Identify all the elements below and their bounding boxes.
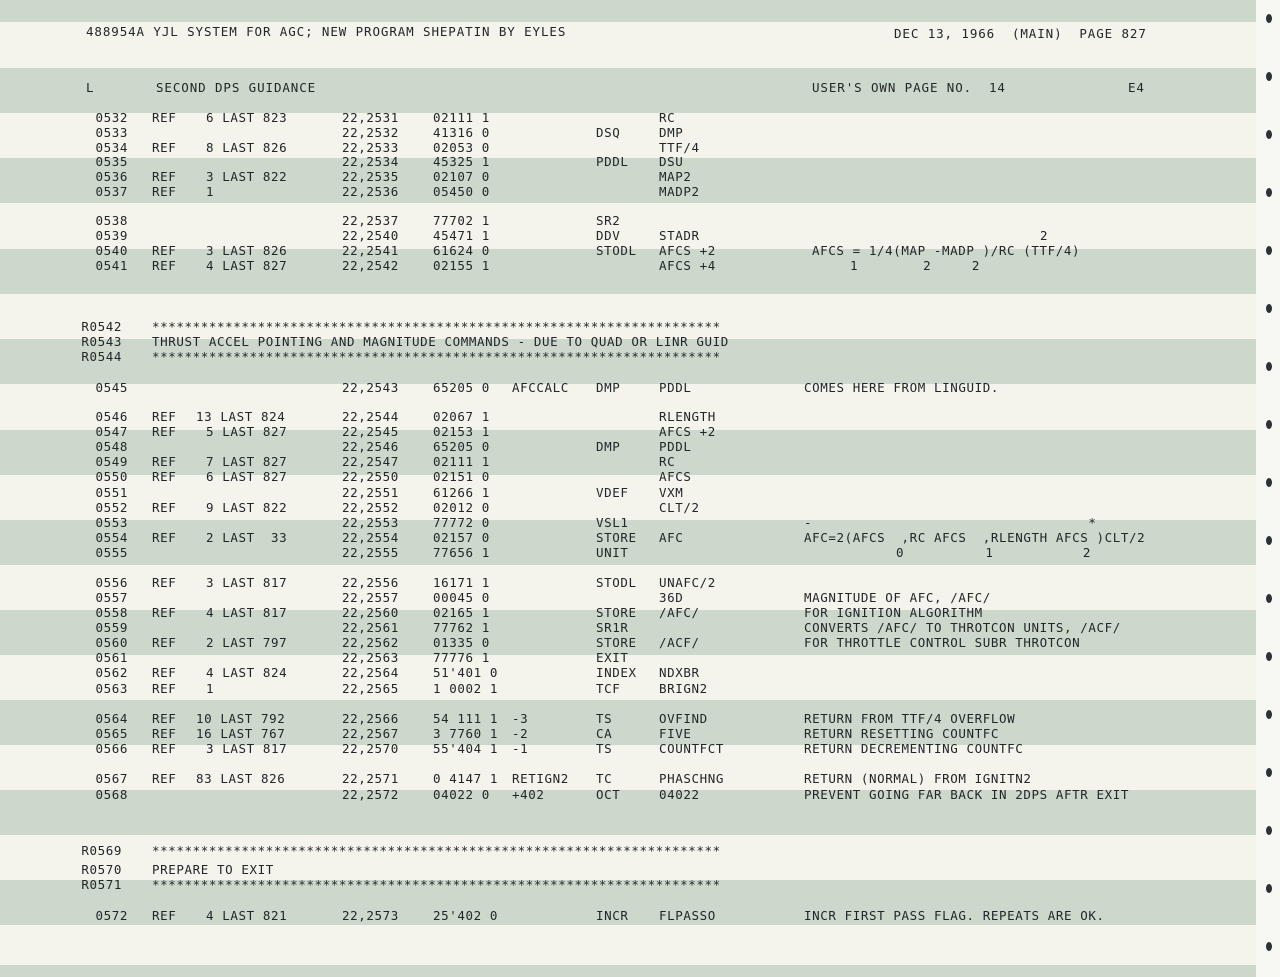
comment: CONVERTS /AFC/ TO THROTCON UNITS, /ACF/: [804, 620, 1121, 635]
memory-address: 22,2545: [342, 424, 399, 439]
comment: 0 1 2: [896, 545, 1092, 560]
line-number: 0557: [95, 590, 128, 605]
ref-marker: REF: [152, 665, 177, 680]
reference-count: 2 LAST 797: [206, 635, 288, 650]
memory-address: 22,2573: [342, 908, 399, 923]
reference-count: 5 LAST 827: [206, 424, 288, 439]
remark-line-number: R0571: [81, 877, 122, 892]
comment: RETURN DECREMENTING COUNTFC: [804, 741, 1024, 756]
reference-count: 8 LAST 826: [206, 140, 288, 155]
comment: 2: [1040, 228, 1049, 243]
octal-word: 16171 1: [433, 575, 490, 590]
opcode: DDV: [596, 228, 621, 243]
ref-marker: REF: [152, 184, 177, 199]
remark-line-number: R0570: [81, 862, 122, 877]
reference-count: 13 LAST 824: [196, 409, 286, 424]
opcode: STORE: [596, 635, 637, 650]
operand: /ACF/: [659, 635, 700, 650]
asterisk-rule: **********************************************************************: [152, 349, 721, 364]
feed-hole: [1266, 420, 1272, 429]
octal-word: 55'404 1: [433, 741, 499, 756]
octal-word: 3 7760 1: [433, 726, 499, 741]
reference-count: 6 LAST 827: [206, 469, 288, 484]
line-number: 0540: [95, 243, 128, 258]
octal-word: 65205 0: [433, 380, 490, 395]
operand: AFC: [659, 530, 684, 545]
line-number: 0547: [95, 424, 128, 439]
line-number: 0564: [95, 711, 128, 726]
feed-hole: [1266, 942, 1272, 951]
line-number: 0558: [95, 605, 128, 620]
location-label: -3: [512, 711, 529, 726]
opcode: TCF: [596, 681, 621, 696]
line-number: 0545: [95, 380, 128, 395]
octal-word: 00045 0: [433, 590, 490, 605]
opcode: VDEF: [596, 485, 629, 500]
memory-address: 22,2536: [342, 184, 399, 199]
job-title: 488954A YJL SYSTEM FOR AGC; NEW PROGRAM SHEPATIN BY EYLES: [86, 24, 567, 39]
line-number: 0554: [95, 530, 128, 545]
memory-address: 22,2563: [342, 650, 399, 665]
operand: MADP2: [659, 184, 700, 199]
opcode: EXIT: [596, 650, 629, 665]
octal-word: 61266 1: [433, 485, 490, 500]
opcode: OCT: [596, 787, 621, 802]
octal-word: 02153 1: [433, 424, 490, 439]
reference-count: 16 LAST 767: [196, 726, 286, 741]
location-label: +402: [512, 787, 545, 802]
line-number: 0561: [95, 650, 128, 665]
opcode: CA: [596, 726, 613, 741]
remark-line-number: R0543: [81, 334, 122, 349]
ref-marker: REF: [152, 258, 177, 273]
octal-word: 05450 0: [433, 184, 490, 199]
operand: FIVE: [659, 726, 692, 741]
feed-hole: [1266, 14, 1272, 23]
reference-count: 2 LAST 33: [206, 530, 288, 545]
reference-count: 10 LAST 792: [196, 711, 286, 726]
comment: AFC=2(AFCS ,RC AFCS ,RLENGTH AFCS )CLT/2: [804, 530, 1146, 545]
line-number: 0567: [95, 771, 128, 786]
ref-marker: REF: [152, 110, 177, 125]
memory-address: 22,2535: [342, 169, 399, 184]
operand: AFCS +4: [659, 258, 716, 273]
date-page-info: DEC 13, 1966 (MAIN) PAGE 827: [894, 26, 1147, 41]
opcode: SR1R: [596, 620, 629, 635]
feed-hole: [1266, 72, 1272, 81]
memory-address: 22,2570: [342, 741, 399, 756]
octal-word: 45325 1: [433, 154, 490, 169]
location-label: RETIGN2: [512, 771, 569, 786]
operand: AFCS +2: [659, 243, 716, 258]
memory-address: 22,2553: [342, 515, 399, 530]
operand: BRIGN2: [659, 681, 708, 696]
reference-count: 6 LAST 823: [206, 110, 288, 125]
octal-word: 02012 0: [433, 500, 490, 515]
line-number: 0534: [95, 140, 128, 155]
operand: DMP: [659, 125, 684, 140]
octal-word: 02111 1: [433, 454, 490, 469]
octal-word: 01335 0: [433, 635, 490, 650]
location-label: -1: [512, 741, 529, 756]
remark-text: PREPARE TO EXIT: [152, 862, 274, 877]
line-number: 0535: [95, 154, 128, 169]
memory-address: 22,2534: [342, 154, 399, 169]
octal-word: 77776 1: [433, 650, 490, 665]
memory-address: 22,2561: [342, 620, 399, 635]
octal-word: 77656 1: [433, 545, 490, 560]
memory-address: 22,2531: [342, 110, 399, 125]
octal-word: 51'401 0: [433, 665, 499, 680]
octal-word: 02157 0: [433, 530, 490, 545]
opcode: VSL1: [596, 515, 629, 530]
octal-word: 77762 1: [433, 620, 490, 635]
octal-word: 77702 1: [433, 213, 490, 228]
comment: PREVENT GOING FAR BACK IN 2DPS AFTR EXIT: [804, 787, 1130, 802]
ref-marker: REF: [152, 243, 177, 258]
line-number: 0568: [95, 787, 128, 802]
asterisk-rule: **********************************************************************: [152, 877, 721, 892]
operand: STADR: [659, 228, 700, 243]
memory-address: 22,2560: [342, 605, 399, 620]
ref-marker: REF: [152, 771, 177, 786]
memory-address: 22,2554: [342, 530, 399, 545]
memory-address: 22,2557: [342, 590, 399, 605]
memory-address: 22,2562: [342, 635, 399, 650]
opcode: STORE: [596, 605, 637, 620]
green-band: [0, 965, 1256, 977]
octal-word: 41316 0: [433, 125, 490, 140]
line-number: 0560: [95, 635, 128, 650]
section-title: SECOND DPS GUIDANCE: [156, 80, 317, 95]
operand: NDXBR: [659, 665, 700, 680]
opcode: UNIT: [596, 545, 629, 560]
memory-address: 22,2551: [342, 485, 399, 500]
opcode: PDDL: [596, 154, 629, 169]
octal-word: 65205 0: [433, 439, 490, 454]
operand: UNAFC/2: [659, 575, 716, 590]
ref-marker: REF: [152, 681, 177, 696]
memory-address: 22,2556: [342, 575, 399, 590]
operand: RC: [659, 454, 676, 469]
operand: CLT/2: [659, 500, 700, 515]
octal-word: 02155 1: [433, 258, 490, 273]
line-number: 0562: [95, 665, 128, 680]
comment: RETURN RESETTING COUNTFC: [804, 726, 1000, 741]
comment: INCR FIRST PASS FLAG. REPEATS ARE OK.: [804, 908, 1105, 923]
memory-address: 22,2555: [342, 545, 399, 560]
memory-address: 22,2564: [342, 665, 399, 680]
line-number: 0559: [95, 620, 128, 635]
feed-hole: [1266, 884, 1272, 893]
location-label: AFCCALC: [512, 380, 569, 395]
operand: OVFIND: [659, 711, 708, 726]
green-band: [0, 0, 1256, 22]
ref-marker: REF: [152, 908, 177, 923]
opcode: STORE: [596, 530, 637, 545]
opcode: STODL: [596, 243, 637, 258]
reference-count: 3 LAST 817: [206, 741, 288, 756]
opcode: DMP: [596, 380, 621, 395]
memory-address: 22,2542: [342, 258, 399, 273]
line-number: 0552: [95, 500, 128, 515]
line-number: 0533: [95, 125, 128, 140]
ref-marker: REF: [152, 469, 177, 484]
memory-address: 22,2547: [342, 454, 399, 469]
line-number: 0550: [95, 469, 128, 484]
octal-word: 02111 1: [433, 110, 490, 125]
feed-hole: [1266, 768, 1272, 777]
feed-hole: [1266, 130, 1272, 139]
reference-count: 4 LAST 824: [206, 665, 288, 680]
green-band: [0, 700, 1256, 745]
comment: FOR THROTTLE CONTROL SUBR THROTCON: [804, 635, 1081, 650]
comment: FOR IGNITION ALGORITHM: [804, 605, 983, 620]
feed-hole: [1266, 710, 1272, 719]
operand: RLENGTH: [659, 409, 716, 424]
octal-word: 02107 0: [433, 169, 490, 184]
feed-hole: [1266, 826, 1272, 835]
remark-line-number: R0569: [81, 843, 122, 858]
octal-word: 02165 1: [433, 605, 490, 620]
operand: AFCS: [659, 469, 692, 484]
reference-count: 3 LAST 826: [206, 243, 288, 258]
comment: MAGNITUDE OF AFC, /AFC/: [804, 590, 991, 605]
reference-count: 4 LAST 827: [206, 258, 288, 273]
memory-address: 22,2552: [342, 500, 399, 515]
memory-address: 22,2543: [342, 380, 399, 395]
memory-address: 22,2540: [342, 228, 399, 243]
reference-count: 9 LAST 822: [206, 500, 288, 515]
opcode: TC: [596, 771, 613, 786]
line-number: 0555: [95, 545, 128, 560]
memory-address: 22,2572: [342, 787, 399, 802]
line-number: 0556: [95, 575, 128, 590]
operand: PHASCHNG: [659, 771, 725, 786]
line-number: 0532: [95, 110, 128, 125]
line-number: 0539: [95, 228, 128, 243]
ref-marker: REF: [152, 726, 177, 741]
ref-marker: REF: [152, 409, 177, 424]
octal-word: 77772 0: [433, 515, 490, 530]
operand: 36D: [659, 590, 684, 605]
memory-address: 22,2567: [342, 726, 399, 741]
memory-address: 22,2537: [342, 213, 399, 228]
users-page-number: USER'S OWN PAGE NO. 14: [812, 80, 1006, 95]
comment: - *: [804, 515, 1097, 530]
reference-count: 1: [206, 681, 215, 696]
operand: AFCS +2: [659, 424, 716, 439]
opcode: TS: [596, 741, 613, 756]
opcode: DMP: [596, 439, 621, 454]
remark-text: THRUST ACCEL POINTING AND MAGNITUDE COMMANDS - DUE TO QUAD OR LINR GUID: [152, 334, 729, 349]
reference-count: 83 LAST 826: [196, 771, 286, 786]
feed-hole: [1266, 478, 1272, 487]
comment: RETURN FROM TTF/4 OVERFLOW: [804, 711, 1016, 726]
asterisk-rule: **********************************************************************: [152, 319, 721, 334]
comment: COMES HERE FROM LINGUID.: [804, 380, 1000, 395]
reference-count: 4 LAST 817: [206, 605, 288, 620]
feed-hole: [1266, 536, 1272, 545]
octal-word: 25'402 0: [433, 908, 499, 923]
reference-count: 4 LAST 821: [206, 908, 288, 923]
opcode: DSQ: [596, 125, 621, 140]
ref-marker: REF: [152, 530, 177, 545]
memory-address: 22,2541: [342, 243, 399, 258]
ref-marker: REF: [152, 500, 177, 515]
operand: 04022: [659, 787, 700, 802]
operand: FLPASSO: [659, 908, 716, 923]
memory-address: 22,2532: [342, 125, 399, 140]
line-number: 0572: [95, 908, 128, 923]
feed-hole: [1266, 246, 1272, 255]
ref-marker: REF: [152, 605, 177, 620]
line-number: 0536: [95, 169, 128, 184]
feed-hole: [1266, 362, 1272, 371]
memory-address: 22,2546: [342, 439, 399, 454]
ref-marker: REF: [152, 741, 177, 756]
octal-word: 02053 0: [433, 140, 490, 155]
opcode: SR2: [596, 213, 621, 228]
remark-line-number: R0542: [81, 319, 122, 334]
feed-hole: [1266, 304, 1272, 313]
ref-marker: REF: [152, 454, 177, 469]
opcode: STODL: [596, 575, 637, 590]
memory-address: 22,2544: [342, 409, 399, 424]
operand: COUNTFCT: [659, 741, 725, 756]
memory-address: 22,2550: [342, 469, 399, 484]
octal-word: 04022 0: [433, 787, 490, 802]
remark-line-number: R0544: [81, 349, 122, 364]
green-band: [0, 430, 1256, 475]
asterisk-rule: **********************************************************************: [152, 843, 721, 858]
ref-marker: REF: [152, 424, 177, 439]
listing-letter: L: [86, 80, 95, 95]
line-number: 0566: [95, 741, 128, 756]
line-number: 0565: [95, 726, 128, 741]
memory-address: 22,2533: [342, 140, 399, 155]
memory-address: 22,2565: [342, 681, 399, 696]
octal-word: 45471 1: [433, 228, 490, 243]
operand: RC: [659, 110, 676, 125]
feed-hole: [1266, 188, 1272, 197]
comment: RETURN (NORMAL) FROM IGNITN2: [804, 771, 1032, 786]
feed-hole: [1266, 594, 1272, 603]
opcode: INCR: [596, 908, 629, 923]
octal-word: 02151 0: [433, 469, 490, 484]
line-number: 0537: [95, 184, 128, 199]
reference-count: 1: [206, 184, 215, 199]
reference-count: 3 LAST 817: [206, 575, 288, 590]
ref-marker: REF: [152, 635, 177, 650]
page-code: E4: [1128, 80, 1145, 95]
comment: AFCS = 1/4(MAP -MADP )/RC (TTF/4): [812, 243, 1081, 258]
operand: VXM: [659, 485, 684, 500]
line-number: 0563: [95, 681, 128, 696]
operand: PDDL: [659, 439, 692, 454]
operand: PDDL: [659, 380, 692, 395]
line-number: 0551: [95, 485, 128, 500]
comment: 1 2 2: [850, 258, 981, 273]
ref-marker: REF: [152, 575, 177, 590]
opcode: INDEX: [596, 665, 637, 680]
line-number: 0541: [95, 258, 128, 273]
octal-word: 54 111 1: [433, 711, 499, 726]
operand: TTF/4: [659, 140, 700, 155]
line-number: 0538: [95, 213, 128, 228]
reference-count: 3 LAST 822: [206, 169, 288, 184]
location-label: -2: [512, 726, 529, 741]
reference-count: 7 LAST 827: [206, 454, 288, 469]
ref-marker: REF: [152, 169, 177, 184]
line-number: 0548: [95, 439, 128, 454]
octal-word: 02067 1: [433, 409, 490, 424]
operand: DSU: [659, 154, 684, 169]
octal-word: 0 4147 1: [433, 771, 499, 786]
octal-word: 1 0002 1: [433, 681, 499, 696]
memory-address: 22,2566: [342, 711, 399, 726]
ref-marker: REF: [152, 140, 177, 155]
line-number: 0553: [95, 515, 128, 530]
memory-address: 22,2571: [342, 771, 399, 786]
opcode: TS: [596, 711, 613, 726]
line-number: 0549: [95, 454, 128, 469]
line-number: 0546: [95, 409, 128, 424]
operand: MAP2: [659, 169, 692, 184]
octal-word: 61624 0: [433, 243, 490, 258]
feed-hole: [1266, 652, 1272, 661]
ref-marker: REF: [152, 711, 177, 726]
operand: /AFC/: [659, 605, 700, 620]
